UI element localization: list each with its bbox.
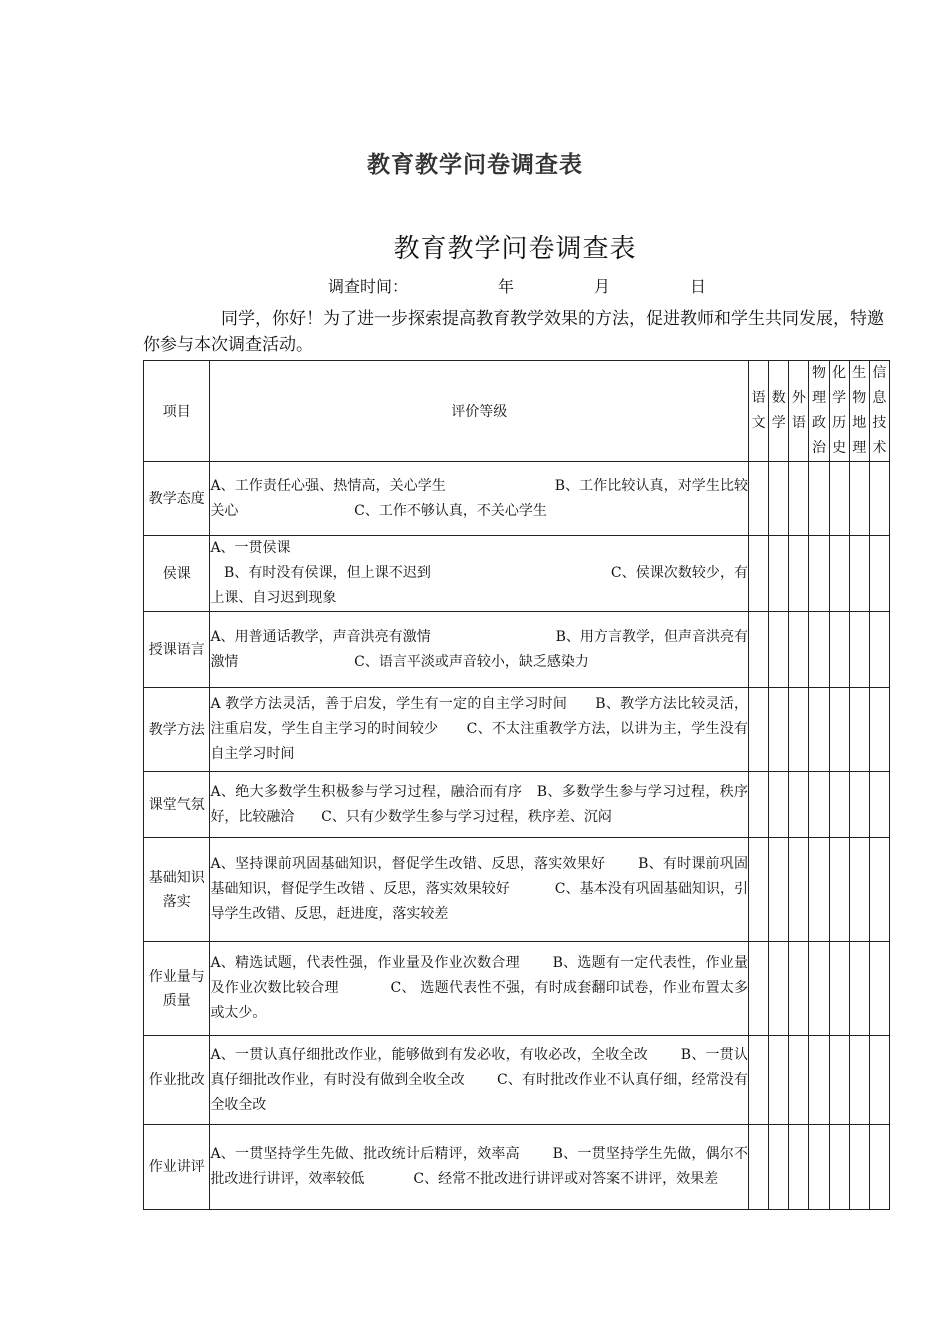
rating-cell[interactable] bbox=[829, 536, 849, 612]
table-row bbox=[144, 1036, 890, 1125]
rating-cell[interactable] bbox=[849, 838, 869, 942]
rating-cell[interactable] bbox=[809, 772, 829, 838]
row-item-label: 作业讲评 bbox=[144, 1125, 210, 1210]
header-subject-chemistry-history: 化学历史 bbox=[829, 361, 849, 462]
row-grade-description bbox=[210, 688, 749, 772]
grade-description-text: A、精选试题，代表性强，作业量及作业次数合理 B、选题有一定代表性，作业量及作业次数比较合理 C、 选题代表性不强，有时成套翻印试卷，作业布置太多或太少。 bbox=[210, 955, 749, 1021]
rating-cell[interactable] bbox=[809, 612, 829, 688]
header-subject-chinese: 语文 bbox=[749, 361, 769, 462]
day-label: 日 bbox=[690, 277, 707, 296]
table-row bbox=[144, 462, 890, 536]
rating-cell[interactable] bbox=[769, 536, 789, 612]
table-row bbox=[144, 612, 890, 688]
rating-cell[interactable] bbox=[849, 612, 869, 688]
rating-cell[interactable] bbox=[809, 462, 829, 536]
intro-paragraph: 同学，你好！为了进一步探索提高教育教学效果的方法，促进教师和学生共同发展，特邀你参与本次调查活动。 bbox=[143, 309, 884, 355]
row-item-label: 授课语言 bbox=[144, 612, 210, 688]
rating-cell[interactable] bbox=[829, 1036, 849, 1125]
survey-table bbox=[143, 360, 890, 1210]
rating-cell[interactable] bbox=[789, 1125, 809, 1210]
row-item-label: 侯课 bbox=[144, 536, 210, 612]
rating-cell[interactable] bbox=[829, 772, 849, 838]
rating-cell[interactable] bbox=[829, 942, 849, 1036]
rating-cell[interactable] bbox=[869, 838, 889, 942]
rating-cell[interactable] bbox=[769, 942, 789, 1036]
header-subject-math: 数学 bbox=[769, 361, 789, 462]
rating-cell[interactable] bbox=[849, 1125, 869, 1210]
table-row bbox=[144, 688, 890, 772]
rating-cell[interactable] bbox=[769, 612, 789, 688]
header-grade: 评价等级 bbox=[210, 361, 749, 462]
row-grade-description bbox=[210, 462, 749, 536]
rating-cell[interactable] bbox=[849, 942, 869, 1036]
rating-cell[interactable] bbox=[789, 462, 809, 536]
rating-cell[interactable] bbox=[809, 688, 829, 772]
row-item-label: 作业量与质量 bbox=[144, 942, 210, 1036]
rating-cell[interactable] bbox=[789, 1036, 809, 1125]
row-item-label: 课堂气氛 bbox=[144, 772, 210, 838]
rating-cell[interactable] bbox=[809, 1036, 829, 1125]
rating-cell[interactable] bbox=[749, 942, 769, 1036]
rating-cell[interactable] bbox=[769, 838, 789, 942]
rating-cell[interactable] bbox=[849, 1036, 869, 1125]
rating-cell[interactable] bbox=[849, 688, 869, 772]
rating-cell[interactable] bbox=[829, 612, 849, 688]
rating-cell[interactable] bbox=[769, 462, 789, 536]
grade-description-text: A、一贯侯课 B、有时没有侯课，但上课不迟到 C、侯课次数较少，有上课、自习迟到现象 bbox=[210, 540, 749, 606]
rating-cell[interactable] bbox=[829, 688, 849, 772]
month-label: 月 bbox=[594, 277, 611, 296]
grade-description-text: A、绝大多数学生积极参与学习过程，融洽而有序 B、多数学生参与学习过程，秩序好，比较融洽 C、只有少数学生参与学习过程，秩序差、沉闷 bbox=[210, 783, 749, 825]
grade-description-text: A、坚持课前巩固基础知识，督促学生改错、反思，落实效果好 B、有时课前巩固基础知识，督促学生改错 、反思，落实效果较好 C、基本没有巩固基础知识，引导学生改错、反思，赶进度，落实较差 bbox=[210, 856, 749, 922]
row-grade-description bbox=[210, 1036, 749, 1125]
header-subject-biology-geography: 生物地理 bbox=[849, 361, 869, 462]
rating-cell[interactable] bbox=[829, 462, 849, 536]
rating-cell[interactable] bbox=[869, 942, 889, 1036]
header-item: 项目 bbox=[144, 361, 210, 462]
rating-cell[interactable] bbox=[809, 942, 829, 1036]
header-row bbox=[144, 361, 890, 462]
row-grade-description bbox=[210, 838, 749, 942]
document-title: 教育教学问卷调查表 bbox=[367, 151, 583, 178]
row-grade-description bbox=[210, 536, 749, 612]
rating-cell[interactable] bbox=[749, 462, 769, 536]
rating-cell[interactable] bbox=[749, 536, 769, 612]
row-item-label: 教学态度 bbox=[144, 462, 210, 536]
row-grade-description bbox=[210, 942, 749, 1036]
rating-cell[interactable] bbox=[789, 838, 809, 942]
rating-cell[interactable] bbox=[829, 838, 849, 942]
rating-cell[interactable] bbox=[869, 1125, 889, 1210]
rating-cell[interactable] bbox=[789, 612, 809, 688]
rating-cell[interactable] bbox=[769, 772, 789, 838]
table-row bbox=[144, 1125, 890, 1210]
rating-cell[interactable] bbox=[849, 772, 869, 838]
rating-cell[interactable] bbox=[769, 688, 789, 772]
rating-cell[interactable] bbox=[869, 772, 889, 838]
row-item-label: 作业批改 bbox=[144, 1036, 210, 1125]
rating-cell[interactable] bbox=[869, 688, 889, 772]
grade-description-text: A 教学方法灵活，善于启发，学生有一定的自主学习时间 B、教学方法比较灵活，注重启发，学生自主学习的时间较少 C、不太注重教学方法，以讲为主，学生没有自主学习时间 bbox=[210, 696, 749, 762]
grade-description-text: A、工作责任心强、热情高，关心学生 B、工作比较认真，对学生比较关心 C、工作不够认真，不关心学生 bbox=[210, 477, 749, 519]
rating-cell[interactable] bbox=[749, 772, 769, 838]
rating-cell[interactable] bbox=[789, 772, 809, 838]
rating-cell[interactable] bbox=[809, 1125, 829, 1210]
table-row bbox=[144, 942, 890, 1036]
row-item-label: 基础知识落实 bbox=[144, 838, 210, 942]
rating-cell[interactable] bbox=[769, 1125, 789, 1210]
table-row bbox=[144, 772, 890, 838]
row-grade-description bbox=[210, 772, 749, 838]
header-subject-it: 信息技术 bbox=[869, 361, 889, 462]
rating-cell[interactable] bbox=[749, 1125, 769, 1210]
rating-cell[interactable] bbox=[849, 536, 869, 612]
form-title: 教育教学问卷调查表 bbox=[393, 234, 637, 264]
rating-cell[interactable] bbox=[869, 1036, 889, 1125]
survey-date-label: 调查时间： bbox=[328, 277, 409, 296]
row-grade-description bbox=[210, 612, 749, 688]
row-item-label: 教学方法 bbox=[144, 688, 210, 772]
rating-cell[interactable] bbox=[809, 838, 829, 942]
year-label: 年 bbox=[498, 277, 515, 296]
header-subject-physics-politics: 物理政治 bbox=[809, 361, 829, 462]
rating-cell[interactable] bbox=[749, 1036, 769, 1125]
grade-description-text: A、用普通话教学，声音洪亮有激情 B、用方言教学，但声音洪亮有激情 C、语言平淡或声音较小，缺乏感染力 bbox=[210, 628, 749, 670]
grade-description-text: A、一贯认真仔细批改作业，能够做到有发必收，有收必改，全收全改 B、一贯认真仔细批改作业，有时没有做到全收全改 C、有时批改作业不认真仔细，经常没有全收全改 bbox=[210, 1046, 749, 1113]
grade-description-text: A、一贯坚持学生先做、批改统计后精评，效率高 B、一贯坚持学生先做，偶尔不批改进行讲评，效率较低 C、经常不批改进行讲评或对答案不讲评，效果差 bbox=[210, 1146, 749, 1187]
rating-cell[interactable] bbox=[749, 612, 769, 688]
rating-cell[interactable] bbox=[769, 1036, 789, 1125]
table-row bbox=[144, 536, 890, 612]
row-grade-description bbox=[210, 1125, 749, 1210]
header-subject-foreign-language: 外语 bbox=[789, 361, 809, 462]
rating-cell[interactable] bbox=[869, 462, 889, 536]
rating-cell[interactable] bbox=[809, 536, 829, 612]
rating-cell[interactable] bbox=[829, 1125, 849, 1210]
rating-cell[interactable] bbox=[749, 838, 769, 942]
rating-cell[interactable] bbox=[849, 462, 869, 536]
rating-cell[interactable] bbox=[869, 536, 889, 612]
table-row bbox=[144, 838, 890, 942]
rating-cell[interactable] bbox=[749, 688, 769, 772]
rating-cell[interactable] bbox=[789, 688, 809, 772]
rating-cell[interactable] bbox=[789, 942, 809, 1036]
rating-cell[interactable] bbox=[869, 612, 889, 688]
rating-cell[interactable] bbox=[789, 536, 809, 612]
